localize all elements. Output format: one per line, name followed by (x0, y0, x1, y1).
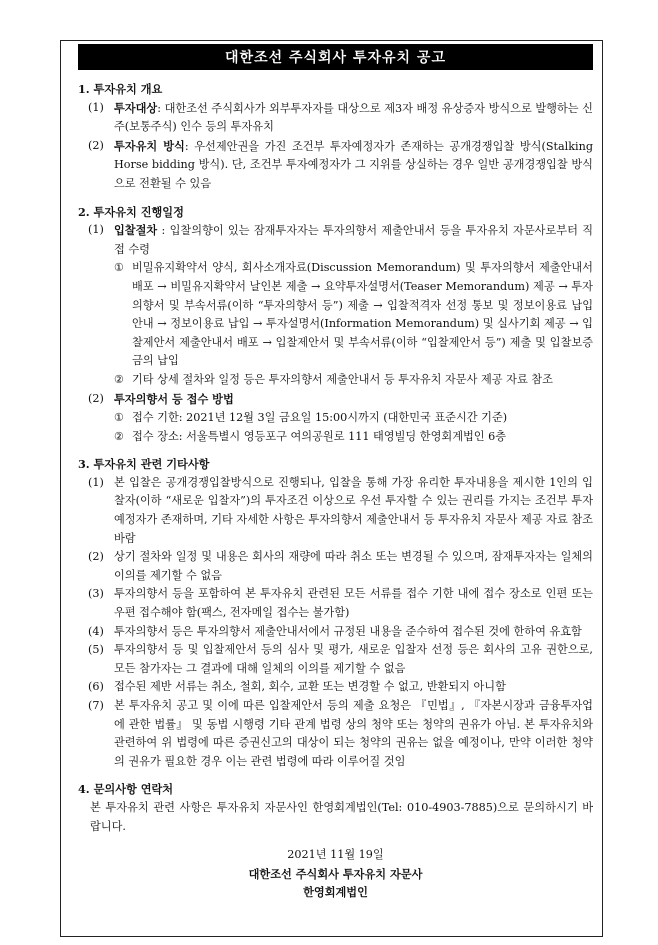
item-number: (3) (88, 587, 104, 601)
sub-text: 기타 상세 절차와 일정 등은 투자의향서 제출안내서 등 투자유치 자문사 제공 자료 참조 (132, 372, 553, 386)
list-item (78, 99, 593, 137)
item-label: 투자의향서 등 접수 방법 (114, 391, 234, 406)
list-item (78, 678, 593, 697)
item-label: 투자유치 방식 (114, 138, 185, 153)
item-body: 본 투자유치 공고 및 이에 따른 입찰제안서 등의 제출 요청은 『민법』, 『자본시장과 금융투자업에 관한 법률』 및 동법 시행령 기타 관계 법령 상의 청약 또는 청약의 권유가 아님. 본 투자유치와 관련하여 위 법령에 따른 증권신고의 대상이 되는 청약의 권유는 없을 예정이나, 만약 이러한 청약의 권유가 필요한 경우 이는 관련 법령에 따라 이루어질 것임 (114, 699, 593, 768)
list-item (78, 221, 593, 259)
item-text (114, 99, 593, 137)
notice-footer (78, 846, 593, 902)
contact-note: 본 투자유치 관련 사항은 투자유치 자문사인 한영회계법인(Tel: 010-4903-7885)으로 문의하시기 바랍니다. (90, 800, 593, 833)
item-text (114, 221, 593, 259)
footer-firm: 한영회계법인 (303, 885, 368, 900)
item-text (114, 548, 593, 585)
item-number: (1) (88, 475, 104, 489)
sub-number: ② (114, 429, 125, 443)
list-item (78, 474, 593, 548)
section-heading: 1. 투자유치 개요 (78, 82, 163, 96)
item-body: : 대한조선 주식회사가 외부투자자를 대상으로 제3자 배정 유상증자 방식으로 발행하는 신주(보통주식) 인수 등의 투자유치 (114, 101, 593, 134)
item-body: 투자의향서 등은 투자의향서 제출안내서에서 규정된 내용을 준수하여 접수된 것에 한하여 유효함 (114, 624, 582, 638)
sub-text: 접수 장소: 서울특별시 영등포구 여의공원로 111 태영빌딩 한영회계법인 6층 (132, 429, 507, 443)
item-label: 입찰절차 (114, 223, 158, 238)
item-number: (1) (88, 223, 104, 237)
footer-date: 2021년 11월 19일 (287, 848, 384, 861)
sub-number: ① (114, 411, 125, 425)
sub-item (114, 371, 593, 390)
item-body: 투자의향서 등 및 입찰제안서 등의 심사 및 평가, 새로운 입찰자 선정 등은 회사의 고유 권한으로, 모든 참가자는 그 결과에 대해 일체의 이의를 제기할 수 없음 (114, 643, 593, 675)
item-text (114, 678, 593, 697)
item-number: (6) (88, 680, 104, 694)
section-heading: 2. 투자유치 진행일정 (78, 204, 184, 219)
item-label: 투자대상 (114, 100, 158, 115)
section-heading: 3. 투자유치 관련 기타사항 (78, 457, 210, 472)
item-text (114, 585, 593, 622)
item-number: (7) (88, 699, 104, 712)
page-title: 대한조선 주식회사 투자유치 공고 (78, 44, 593, 70)
item-body: 상기 절차와 일정 및 내용은 회사의 재량에 따라 취소 또는 변경될 수 있으며, 잠재투자자는 일체의 이의를 제기할 수 없음 (114, 550, 593, 582)
list-item (78, 390, 593, 410)
sub-item (114, 259, 593, 371)
list-item (78, 623, 593, 642)
item-text (114, 641, 593, 678)
item-body: 접수된 제반 서류는 취소, 철회, 회수, 교환 또는 변경할 수 없고, 반환되지 아니함 (114, 680, 506, 694)
notice-body (78, 78, 593, 836)
list-item (78, 137, 593, 194)
item-text (114, 623, 593, 642)
sub-text: 비밀유지확약서 양식, 회사소개자료(Discussion Memorandum) 및 투자의향서 제출안내서 배포 → 비밀유지확약서 날인본 제출 → 요약투자설명서(Teaser Memorandum) 제공 → 투자의향서 및 부속서류(이하 “투자의향서 등”) 제출 → 입찰적격자 선정 통보 및 정보이용료 납입 안내 → 정보이용료 납입 → 투자설명서(Information Memorandum) 및 실사기회 제공 → 입찰제안서 제출안내서 배포 → 입찰제안서 및 부속서류(이하 “입찰제안서 등”) 제출 및 입찰보증금의 납입 (132, 261, 593, 368)
sub-text: 접수 기한: 2021년 12월 3일 금요일 15:00시까지 (대한민국 표준시간 기준) (132, 411, 508, 425)
sub-number: ② (114, 372, 125, 386)
item-body: : 우선제안권을 가진 조건부 투자예정자가 존재하는 공개경쟁입찰 방식(Stalking Horse bidding 방식). 단, 조건부 투자예정자가 그 지위를 상실하는 경우 일반 공개경쟁입찰 방식으로 전환될 수 있음 (114, 139, 593, 190)
item-number: (1) (88, 100, 104, 114)
item-text (114, 137, 593, 194)
sub-item (114, 428, 593, 447)
sub-item (114, 409, 593, 428)
section-heading: 4. 문의사항 연락처 (78, 782, 174, 797)
item-body: : 입찰의향이 있는 잠재투자자는 투자의향서 제출안내서 등을 투자유치 자문사로부터 직접 수령 (114, 224, 593, 256)
item-number: (2) (88, 550, 104, 564)
item-body: 본 입찰은 공개경쟁입찰방식으로 진행되나, 입찰을 통해 가장 유리한 투자내용을 제시한 1인의 입찰자(이하 “새로운 입찰자”)의 투자조건 이상으로 우선 투자할 수 있는 권리를 가지는 조건부 투자예정자가 존재하며, 기타 자세한 사항은 투자의향서 제출안내서 등 투자유치 자문사 제공 자료 참조바람 (114, 475, 593, 545)
item-text (114, 390, 593, 410)
list-item (78, 585, 593, 622)
item-number: (2) (88, 391, 104, 405)
item-number: (2) (88, 138, 104, 152)
footer-issuer: 대한조선 주식회사 투자유치 자문사 (248, 866, 423, 881)
item-number: (5) (88, 643, 104, 657)
item-text (114, 474, 593, 548)
item-text (114, 697, 593, 771)
item-body: 투자의향서 등을 포함하여 본 투자유치 관련된 모든 서류를 접수 기한 내에 접수 장소로 인편 또는 우편 접수해야 함(팩스, 전자메일 접수는 불가함) (114, 587, 593, 620)
list-item (78, 548, 593, 585)
list-item (78, 641, 593, 678)
sub-number: ① (114, 261, 125, 275)
list-item (78, 697, 593, 771)
item-number: (4) (88, 624, 104, 638)
